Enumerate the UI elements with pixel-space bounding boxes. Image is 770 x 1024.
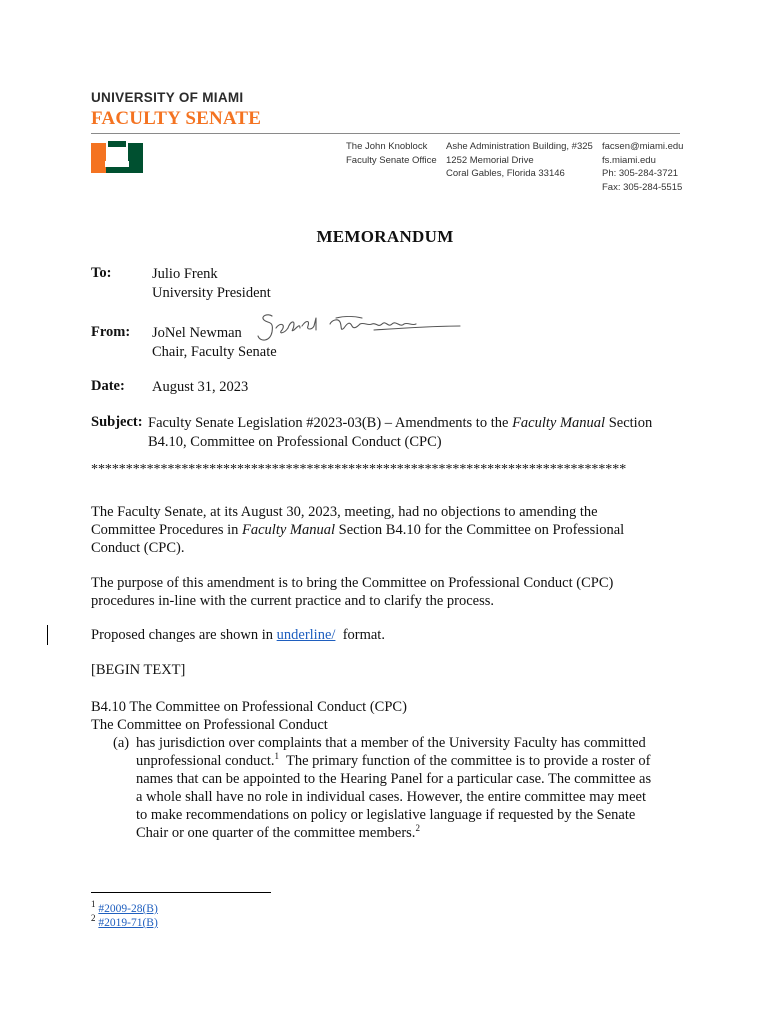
item-a-text-2b: The primary function of the committee is to provide a roster of	[279, 753, 651, 769]
footnote-number: 2	[91, 913, 96, 924]
footnote-link-1[interactable]: #2009-28(B)	[98, 903, 158, 915]
address-block	[446, 140, 593, 181]
section-heading: B4.10 The Committee on Professional Conduct (CPC)	[91, 699, 407, 715]
item-a-line-4: a whole shall have no role in individual cases. However, the entire committee may meet	[136, 789, 646, 805]
footnote-number: 1	[91, 899, 96, 910]
paragraph-3	[91, 626, 691, 644]
from-label: From:	[91, 324, 131, 340]
from-name: JoNel Newman	[152, 325, 242, 341]
p2-line-2: procedures in-line with the current practice and to clarify the process.	[91, 593, 495, 609]
section-subheading: The Committee on Professional Conduct	[91, 717, 328, 733]
item-a-line-1: has jurisdiction over complaints that a member of the University Faculty has committed	[136, 735, 646, 751]
from-title: Chair, Faculty Senate	[152, 344, 277, 360]
section-block	[91, 698, 691, 734]
letterhead-divider	[91, 133, 680, 134]
item-a-line-2	[136, 752, 693, 770]
p1-line-2	[91, 521, 691, 539]
p1-italic: Faculty Manual	[242, 522, 336, 538]
faculty-senate-title: FACULTY SENATE	[91, 108, 262, 129]
subject-label: Subject:	[91, 414, 143, 430]
to-name: Julio Frenk	[152, 266, 218, 282]
memo-title: MEMORANDUM	[316, 227, 454, 246]
begin-text-marker: [BEGIN TEXT]	[91, 662, 186, 678]
u-logo	[91, 141, 145, 175]
to-block	[152, 265, 271, 303]
office-line: Faculty Senate Office	[346, 154, 437, 166]
address-line: Ashe Administration Building, #325	[446, 141, 593, 152]
item-a-text-6: Chair or one quarter of the committee members.	[136, 825, 416, 841]
list-item-a	[113, 734, 693, 842]
item-a-marker: (a)	[113, 735, 130, 751]
subject-text: Faculty Senate Legislation #2023-03(B) – Amendments to the	[148, 415, 509, 431]
p3-text-end: format.	[342, 627, 385, 643]
office-block	[346, 140, 437, 167]
item-a-line-3: names that can be appointed to the Hearing Panel for a particular case. The committee as	[136, 771, 652, 787]
p1-line-1: The Faculty Senate, at its August 30, 2023, meeting, had no objections to amending the	[91, 504, 598, 520]
university-name: UNIVERSITY OF MIAMI	[91, 90, 244, 105]
item-a-line-5: to make recommendations on policy or legislative language if requested by the Senate	[136, 807, 636, 823]
paragraph-2	[91, 574, 691, 610]
subject-line-2: B4.10, Committee on Professional Conduct (CPC)	[148, 434, 442, 450]
paragraph-1	[91, 503, 691, 557]
office-line: The John Knoblock	[346, 141, 428, 152]
underline-format-link[interactable]: underline/	[276, 627, 336, 643]
footnote-ref-1: 1	[274, 751, 280, 762]
signature-image	[254, 310, 464, 346]
address-line: 1252 Memorial Drive	[446, 154, 534, 166]
change-bar	[47, 625, 48, 645]
p3-text: Proposed changes are shown in	[91, 627, 274, 643]
footnote-1	[91, 899, 158, 916]
subject-text-end: Section	[608, 415, 653, 431]
subject-italic: Faculty Manual	[512, 415, 606, 431]
subject-block	[148, 414, 688, 452]
contact-phone: Ph: 305-284-3721	[602, 168, 679, 179]
contact-block	[602, 140, 683, 194]
footnote-2	[91, 913, 158, 930]
item-a-line-6	[136, 824, 693, 842]
footnote-divider	[91, 892, 271, 893]
footnote-link-2[interactable]: #2019-71(B)	[98, 917, 158, 929]
footnote-ref-2: 2	[415, 823, 420, 834]
contact-fax: Fax: 305-284-5515	[602, 181, 683, 193]
to-title: University President	[152, 285, 271, 301]
contact-email: facsen@miami.edu	[602, 141, 684, 152]
p2-line-1: The purpose of this amendment is to bring the Committee on Professional Conduct (CPC)	[91, 575, 614, 591]
p1-line-3: Conduct (CPC).	[91, 540, 185, 556]
p1-text-end: Section B4.10 for the Committee on Professional	[338, 522, 625, 538]
separator-line: *****************************************************************************	[91, 462, 627, 477]
item-a-text-2: unprofessional conduct.	[136, 753, 275, 769]
to-label: To:	[91, 265, 112, 281]
p1-text: Committee Procedures in	[91, 522, 239, 538]
address-line: Coral Gables, Florida 33146	[446, 168, 565, 179]
item-a-text	[113, 734, 693, 842]
date-value: August 31, 2023	[152, 379, 249, 395]
date-label: Date:	[91, 378, 125, 394]
contact-website: fs.miami.edu	[602, 154, 656, 166]
subject-line-1	[148, 414, 688, 433]
